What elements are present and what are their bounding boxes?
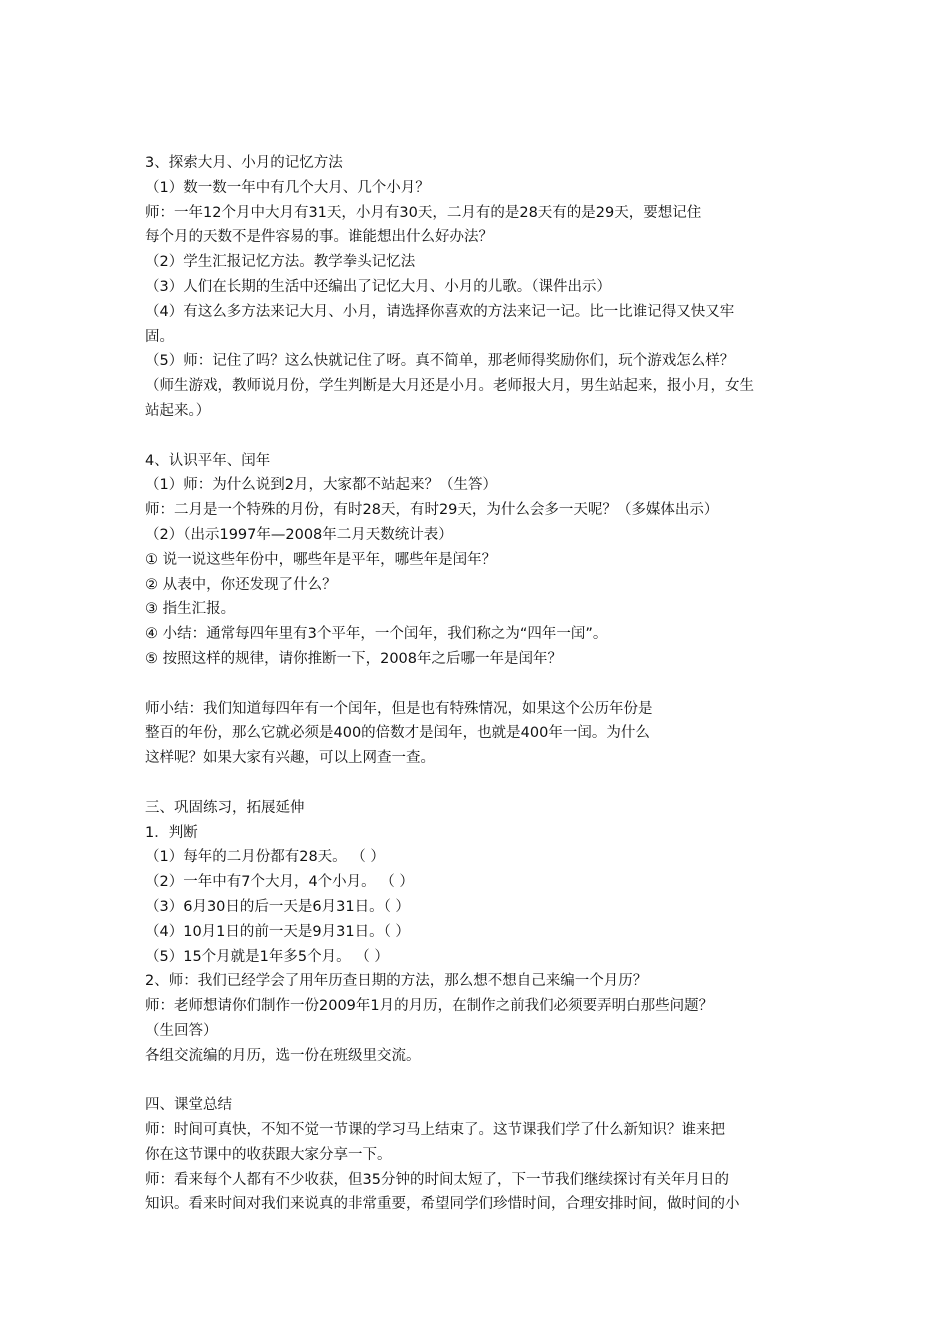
paragraph: 2、师：我们已经学会了用年历查日期的方法，那么想不想自己来编一个月历？ (145, 973, 648, 990)
list-item: ③ 指生汇报。 (145, 601, 236, 618)
paragraph: （2）学生汇报记忆方法。教学拳头记忆法 (145, 254, 416, 271)
document-page (145, 151, 815, 1217)
paragraph: 固。 (145, 328, 174, 345)
paragraph: （5）师：记住了吗？这么快就记住了呀。真不简单，那老师得奖励你们，玩个游戏怎么样？ (145, 353, 735, 370)
list-item: ④ 小结：通常每四年里有3个平年，一个闰年，我们称之为“四年一闰”。 (145, 626, 608, 643)
paragraph: 师：时间可真快，不知不觉一节课的学习马上结束了。这节课我们学了什么新知识？谁来把 (145, 1122, 725, 1139)
list-item: ② 从表中，你还发现了什么？ (145, 576, 337, 593)
paragraph: 你在这节课中的收获跟大家分享一下。 (145, 1146, 392, 1163)
paragraph: （1）数一数一年中有几个大月、几个小月？ (145, 179, 430, 196)
paragraph: 师：一年12个月中大月有31天，小月有30天，二月有的是28天有的是29天，要想记住 (145, 204, 702, 221)
practice-subheading: 1．判断 (145, 824, 198, 841)
closing-heading: 四、课堂总结 (145, 1097, 232, 1114)
spacer (145, 771, 815, 796)
paragraph: （2）（出示1997年—2008年二月天数统计表） (145, 526, 453, 543)
practice-heading: 三、巩固练习，拓展延伸 (145, 799, 305, 816)
paragraph: （3）人们在长期的生活中还编出了记忆大月、小月的儿歌。（课件出示） (145, 278, 611, 295)
paragraph: （生回答） (145, 1022, 218, 1039)
paragraph: 知识。看来时间对我们来说真的非常重要，希望同学们珍惜时间，合理安排时间，做时间的小 (145, 1196, 740, 1213)
list-item: （3）6月30日的后一天是6月31日。（ ） (145, 898, 410, 915)
paragraph: 站起来。） (145, 402, 211, 419)
paragraph: 整百的年份，那么它就必须是400的倍数才是闰年，也就是400年一闰。为什么 (145, 725, 650, 742)
spacer (145, 1068, 815, 1093)
paragraph: 师：二月是一个特殊的月份，有时28天，有时29天，为什么会多一天呢？（多媒体出示） (145, 502, 719, 519)
list-item: ⑤ 按照这样的规律，请你推断一下，2008年之后哪一年是闰年？ (145, 650, 563, 667)
section3-heading: 3、探索大月、小月的记忆方法 (145, 155, 343, 171)
paragraph: 师：看来每个人都有不少收获，但35分钟的时间太短了，下一节我们继续探讨有关年月日的 (145, 1171, 729, 1188)
paragraph: （4）有这么多方法来记大月、小月，请选择你喜欢的方法来记一记。比一比谁记得又快又牢 (145, 303, 735, 320)
section4-heading: 4、认识平年、闰年 (145, 452, 271, 469)
paragraph: 师小结：我们知道每四年有一个闰年，但是也有特殊情况，如果这个公历年份是 (145, 700, 653, 717)
paragraph: 这样呢？如果大家有兴趣，可以上网查一查。 (145, 750, 435, 767)
list-item: （4）10月1日的前一天是9月31日。（ ） (145, 923, 410, 940)
paragraph: 各组交流编的月历，选一份在班级里交流。 (145, 1047, 421, 1064)
list-item: （5）15个月就是1年多5个月。 （ ） (145, 948, 389, 965)
list-item: （2）一年中有7个大月，4个小月。 （ ） (145, 874, 414, 891)
paragraph: （1）师：为什么说到2月，大家都不站起来？（生答） (145, 477, 497, 494)
paragraph: 师：老师想请你们制作一份2009年1月的月历，在制作之前我们必须要弄明白那些问题？ (145, 998, 714, 1015)
list-item: ① 说一说这些年份中，哪些年是平年，哪些年是闰年？ (145, 551, 497, 568)
list-item: （1）每年的二月份都有28天。 （ ） (145, 849, 385, 866)
paragraph: 每个月的天数不是件容易的事。谁能想出什么好办法？ (145, 229, 493, 246)
paragraph: （师生游戏，教师说月份，学生判断是大月还是小月。老师报大月，男生站起来，报小月，女生 (145, 378, 754, 395)
spacer (145, 672, 815, 697)
spacer (145, 424, 815, 449)
